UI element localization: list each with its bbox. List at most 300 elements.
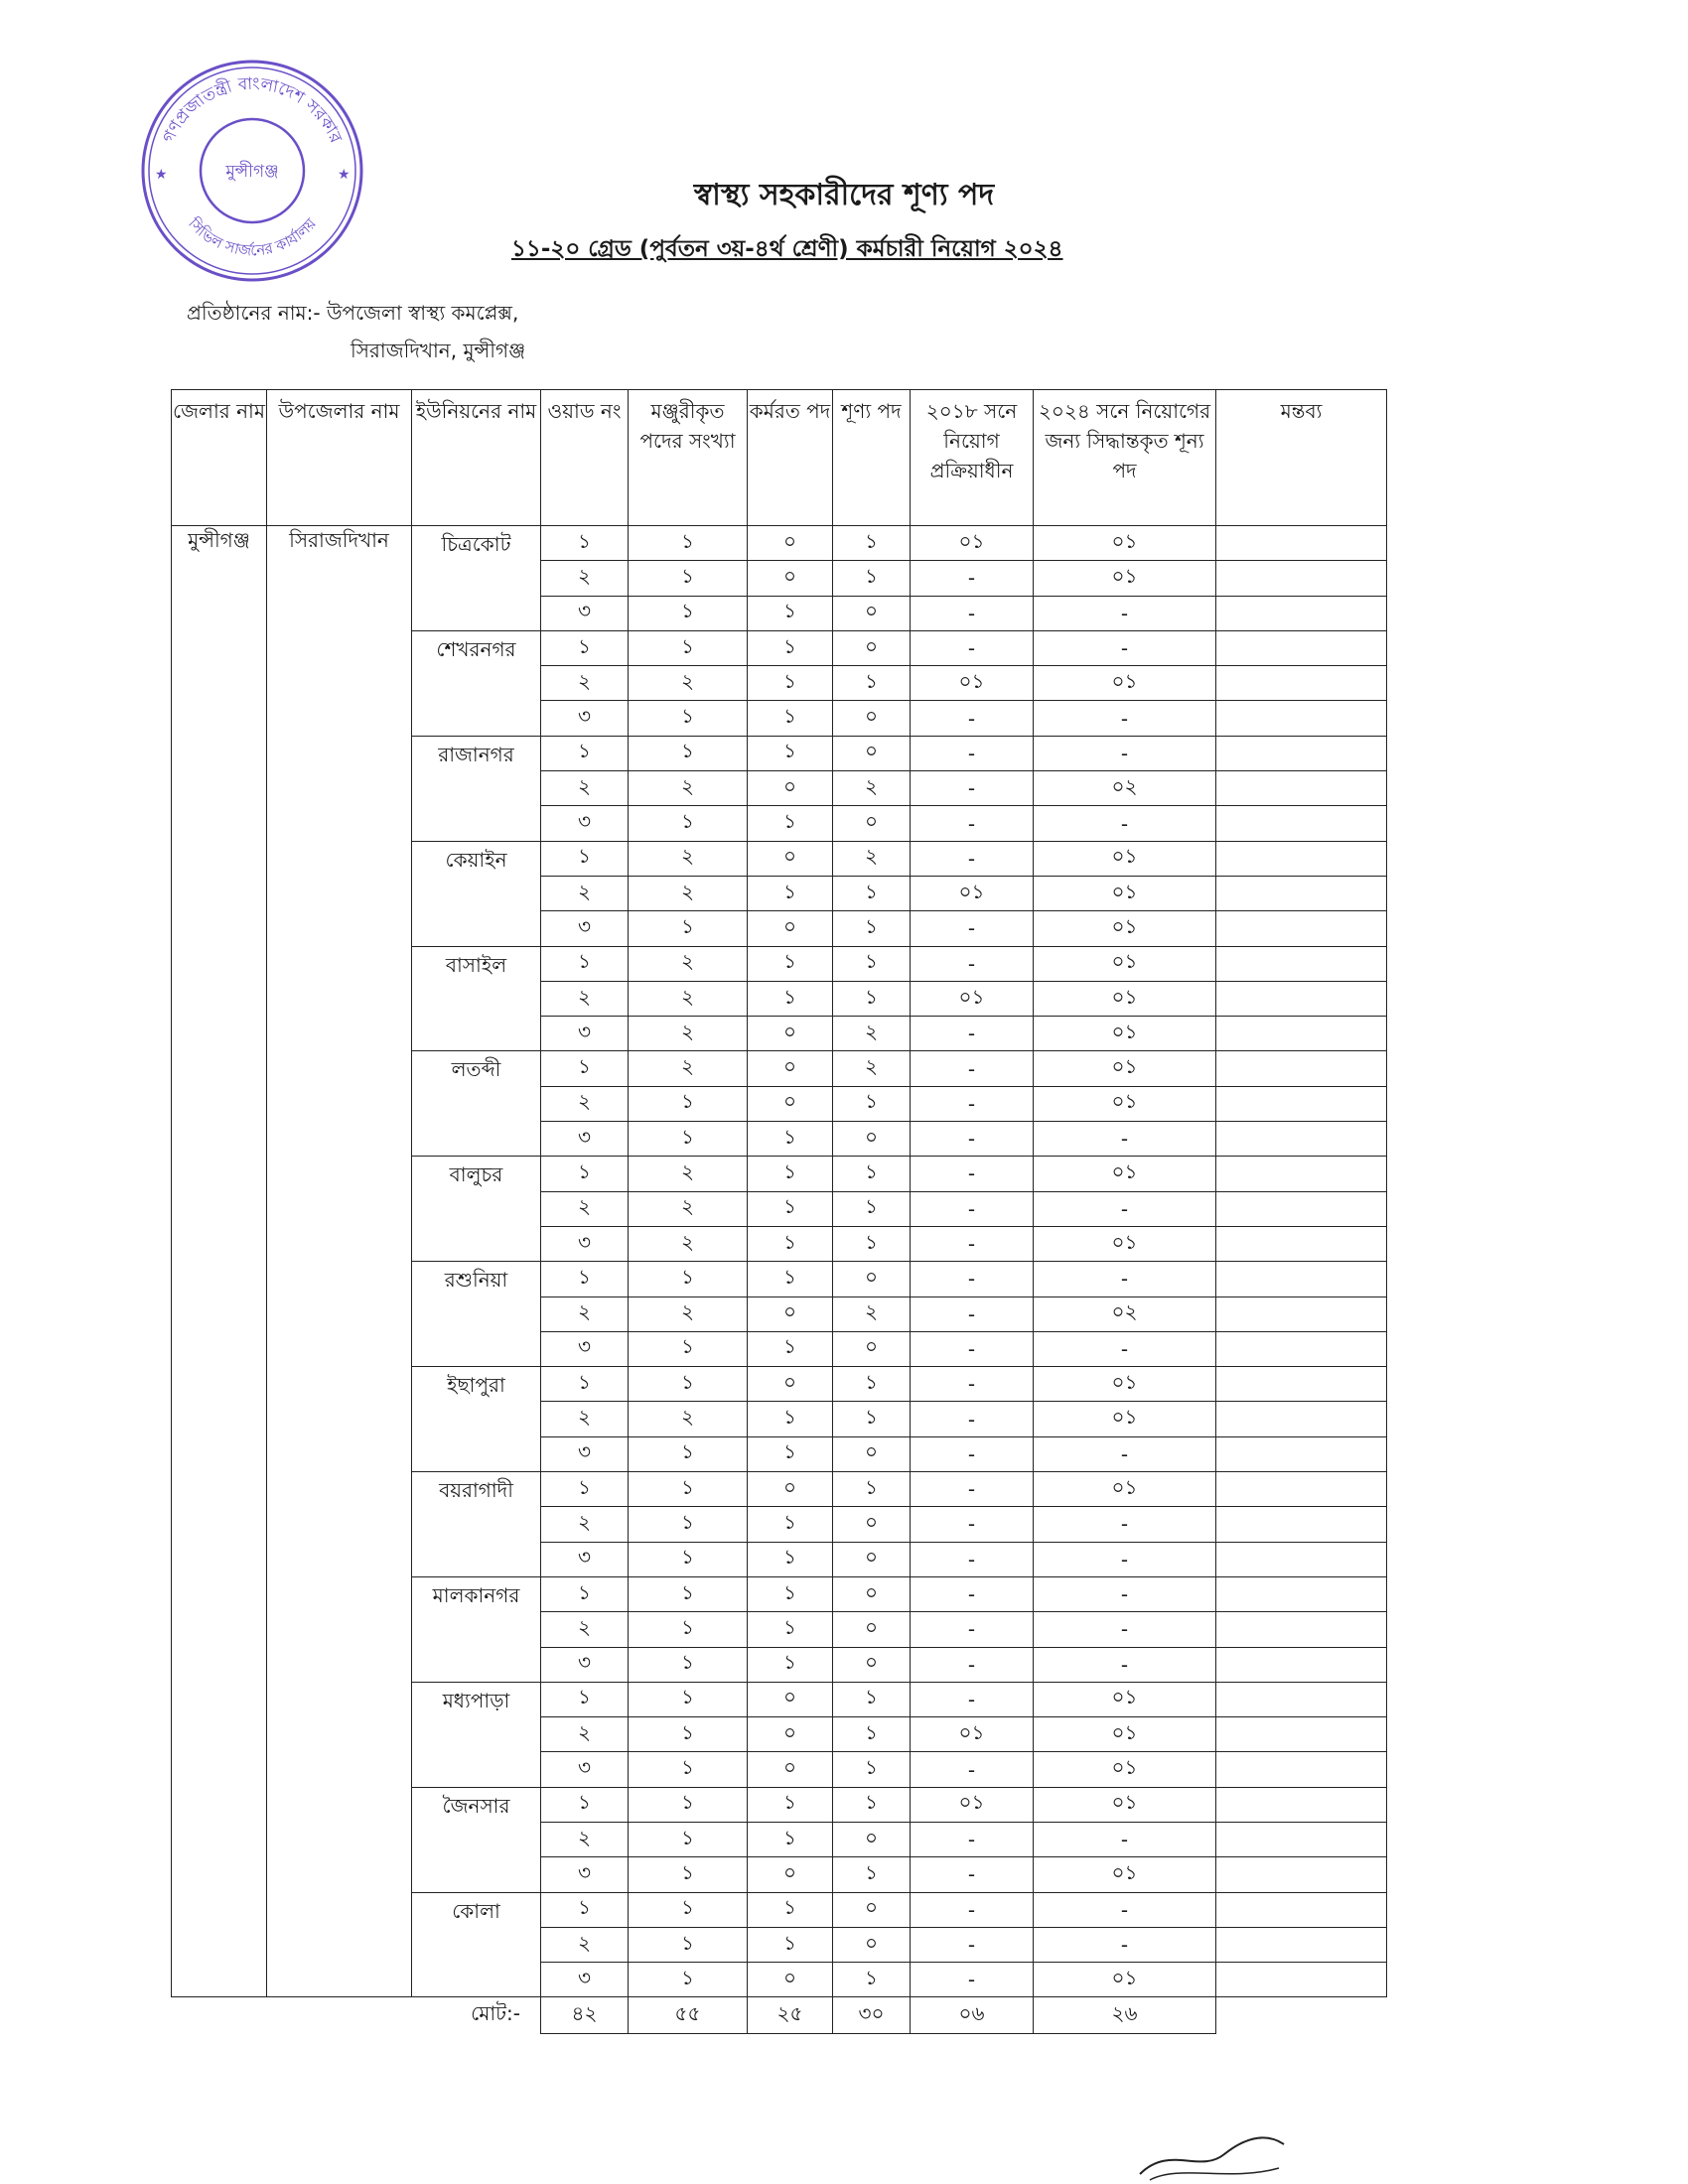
process-2018-cell: - — [911, 561, 1034, 596]
vacant-cell: ০ — [833, 1507, 911, 1542]
remarks-cell — [1216, 1297, 1387, 1331]
sanctioned-cell: ১ — [629, 1892, 748, 1927]
remarks-cell — [1216, 806, 1387, 841]
process-2018-cell: ০১ — [911, 981, 1034, 1016]
process-2018-cell: - — [911, 1822, 1034, 1856]
vacant-cell: ১ — [833, 1402, 911, 1436]
sanctioned-cell: ১ — [629, 1647, 748, 1682]
remarks-cell — [1216, 1436, 1387, 1471]
vacant-cell: ১ — [833, 1752, 911, 1787]
total-row — [172, 1997, 1387, 2034]
vacancy-table — [171, 389, 1387, 2034]
working-cell: ১ — [748, 1542, 833, 1576]
ward-cell: ২ — [541, 1507, 629, 1542]
remarks-cell — [1216, 1822, 1387, 1856]
process-2018-cell: - — [911, 1892, 1034, 1927]
working-cell: ০ — [748, 1086, 833, 1121]
total-label: মোট:- — [412, 1997, 541, 2034]
working-cell: ০ — [748, 1472, 833, 1507]
remarks-cell — [1216, 771, 1387, 806]
sanctioned-cell: ২ — [629, 981, 748, 1016]
remarks-cell — [1216, 1122, 1387, 1157]
total-vacant: ৩০ — [833, 1997, 911, 2034]
vacant-cell: ১ — [833, 666, 911, 701]
sanctioned-cell: ২ — [629, 841, 748, 876]
process-2018-cell: - — [911, 736, 1034, 770]
sanctioned-cell: ১ — [629, 1262, 748, 1297]
sanctioned-cell: ১ — [629, 1717, 748, 1752]
remarks-cell — [1216, 1017, 1387, 1051]
vacant-cell: ০ — [833, 1927, 911, 1962]
total-working: ২৫ — [748, 1997, 833, 2034]
vacant-cell: ০ — [833, 1262, 911, 1297]
ward-cell: ৩ — [541, 1226, 629, 1261]
header-ward: ওয়াড নং — [541, 390, 629, 526]
ward-cell: ২ — [541, 1402, 629, 1436]
sanctioned-cell: ১ — [629, 1122, 748, 1157]
remarks-cell — [1216, 1576, 1387, 1611]
remarks-cell — [1216, 1857, 1387, 1892]
sanctioned-cell: ১ — [629, 1472, 748, 1507]
working-cell: ১ — [748, 1157, 833, 1191]
total-remarks-blank — [1216, 1997, 1387, 2034]
decided-2024-cell: ০১ — [1034, 1752, 1216, 1787]
total-sanctioned: ৫৫ — [629, 1997, 748, 2034]
process-2018-cell: ০১ — [911, 876, 1034, 910]
sanctioned-cell: ১ — [629, 1857, 748, 1892]
vacant-cell: ১ — [833, 1963, 911, 1997]
working-cell: ০ — [748, 1963, 833, 1997]
sanctioned-cell: ২ — [629, 946, 748, 981]
working-cell: ১ — [748, 1927, 833, 1962]
working-cell: ১ — [748, 1612, 833, 1647]
seal-star-left: ★ — [155, 167, 168, 183]
ward-cell: ১ — [541, 841, 629, 876]
vacant-cell: ০ — [833, 596, 911, 630]
upazila-cell: সিরাজদিখান — [267, 526, 412, 1997]
remarks-cell — [1216, 736, 1387, 770]
sanctioned-cell: ১ — [629, 630, 748, 665]
vacant-cell: ১ — [833, 1367, 911, 1402]
process-2018-cell: - — [911, 1086, 1034, 1121]
process-2018-cell: - — [911, 1436, 1034, 1471]
decided-2024-cell: ০২ — [1034, 1297, 1216, 1331]
process-2018-cell: - — [911, 1472, 1034, 1507]
remarks-cell — [1216, 1612, 1387, 1647]
remarks-cell — [1216, 1927, 1387, 1962]
process-2018-cell: ০১ — [911, 1787, 1034, 1822]
ward-cell: ৩ — [541, 806, 629, 841]
signature-mark — [1130, 2124, 1289, 2184]
sanctioned-cell: ২ — [629, 1191, 748, 1226]
sanctioned-cell: ১ — [629, 1507, 748, 1542]
sanctioned-cell: ১ — [629, 1822, 748, 1856]
process-2018-cell: - — [911, 1402, 1034, 1436]
decided-2024-cell: ০১ — [1034, 1472, 1216, 1507]
process-2018-cell: - — [911, 596, 1034, 630]
remarks-cell — [1216, 1752, 1387, 1787]
ward-cell: ৩ — [541, 1122, 629, 1157]
union-name-cell: মধ্যপাড়া — [412, 1682, 541, 1787]
sanctioned-cell: ২ — [629, 1051, 748, 1086]
remarks-cell — [1216, 1262, 1387, 1297]
total-blank — [172, 1997, 412, 2034]
process-2018-cell: ০১ — [911, 666, 1034, 701]
sanctioned-cell: ২ — [629, 1017, 748, 1051]
page-title: স্বাস্থ্য সহকারীদের শূণ্য পদ — [693, 178, 995, 212]
process-2018-cell: - — [911, 1542, 1034, 1576]
remarks-cell — [1216, 1191, 1387, 1226]
vacant-cell: ১ — [833, 981, 911, 1016]
sanctioned-cell: ১ — [629, 561, 748, 596]
sanctioned-cell: ১ — [629, 1367, 748, 1402]
remarks-cell — [1216, 701, 1387, 736]
process-2018-cell: - — [911, 1682, 1034, 1716]
ward-cell: ৩ — [541, 1963, 629, 1997]
decided-2024-cell: - — [1034, 701, 1216, 736]
decided-2024-cell: - — [1034, 1507, 1216, 1542]
process-2018-cell: - — [911, 1857, 1034, 1892]
vacant-cell: ১ — [833, 526, 911, 561]
sanctioned-cell: ১ — [629, 911, 748, 946]
process-2018-cell: - — [911, 1367, 1034, 1402]
ward-cell: ২ — [541, 771, 629, 806]
vacant-cell: ২ — [833, 771, 911, 806]
working-cell: ১ — [748, 1787, 833, 1822]
decided-2024-cell: - — [1034, 1892, 1216, 1927]
vacant-cell: ২ — [833, 1297, 911, 1331]
ward-cell: ২ — [541, 1822, 629, 1856]
working-cell: ১ — [748, 630, 833, 665]
vacant-cell: ১ — [833, 876, 911, 910]
decided-2024-cell: - — [1034, 630, 1216, 665]
working-cell: ০ — [748, 911, 833, 946]
ward-cell: ১ — [541, 1367, 629, 1402]
sanctioned-cell: ১ — [629, 1086, 748, 1121]
union-name-cell: রাজানগর — [412, 736, 541, 841]
ward-cell: ১ — [541, 946, 629, 981]
ward-cell: ৩ — [541, 1331, 629, 1366]
vacant-cell: ২ — [833, 1017, 911, 1051]
working-cell: ০ — [748, 1682, 833, 1716]
sanctioned-cell: ১ — [629, 736, 748, 770]
vacant-cell: ০ — [833, 736, 911, 770]
working-cell: ১ — [748, 701, 833, 736]
header-district: জেলার নাম — [172, 390, 267, 526]
union-name-cell: বয়রাগাদী — [412, 1472, 541, 1577]
sanctioned-cell: ২ — [629, 1157, 748, 1191]
ward-cell: ৩ — [541, 596, 629, 630]
process-2018-cell: - — [911, 841, 1034, 876]
union-name-cell: রশুনিয়া — [412, 1262, 541, 1367]
vacant-cell: ০ — [833, 806, 911, 841]
remarks-cell — [1216, 1472, 1387, 1507]
ward-cell: ২ — [541, 1191, 629, 1226]
vacant-cell: ১ — [833, 911, 911, 946]
decided-2024-cell: ০১ — [1034, 876, 1216, 910]
ward-cell: ১ — [541, 1892, 629, 1927]
header-process-2018: ২০১৮ সনে নিয়োগ প্রক্রিয়াধীন — [911, 390, 1034, 526]
remarks-cell — [1216, 1402, 1387, 1436]
decided-2024-cell: ০১ — [1034, 1226, 1216, 1261]
decided-2024-cell: ০১ — [1034, 841, 1216, 876]
working-cell: ১ — [748, 1402, 833, 1436]
remarks-cell — [1216, 1507, 1387, 1542]
ward-cell: ৩ — [541, 1857, 629, 1892]
remarks-cell — [1216, 1787, 1387, 1822]
decided-2024-cell: - — [1034, 1331, 1216, 1366]
process-2018-cell: - — [911, 1017, 1034, 1051]
working-cell: ১ — [748, 876, 833, 910]
remarks-cell — [1216, 1963, 1387, 1997]
working-cell: ০ — [748, 1017, 833, 1051]
ward-cell: ২ — [541, 1612, 629, 1647]
decided-2024-cell: ০১ — [1034, 981, 1216, 1016]
working-cell: ১ — [748, 736, 833, 770]
ward-cell: ৩ — [541, 1542, 629, 1576]
working-cell: ১ — [748, 666, 833, 701]
working-cell: ১ — [748, 946, 833, 981]
remarks-cell — [1216, 561, 1387, 596]
vacant-cell: ১ — [833, 561, 911, 596]
decided-2024-cell: ০১ — [1034, 1717, 1216, 1752]
remarks-cell — [1216, 1051, 1387, 1086]
remarks-cell — [1216, 1226, 1387, 1261]
vacant-cell: ২ — [833, 1051, 911, 1086]
sanctioned-cell: ১ — [629, 526, 748, 561]
sanctioned-cell: ২ — [629, 771, 748, 806]
working-cell: ১ — [748, 1122, 833, 1157]
working-cell: ০ — [748, 771, 833, 806]
working-cell: ১ — [748, 806, 833, 841]
working-cell: ০ — [748, 1297, 833, 1331]
working-cell: ১ — [748, 1226, 833, 1261]
decided-2024-cell: ০১ — [1034, 1017, 1216, 1051]
working-cell: ১ — [748, 1191, 833, 1226]
process-2018-cell: - — [911, 1612, 1034, 1647]
vacant-cell: ০ — [833, 1122, 911, 1157]
header-union: ইউনিয়নের নাম — [412, 390, 541, 526]
ward-cell: ২ — [541, 666, 629, 701]
ward-cell: ১ — [541, 1262, 629, 1297]
vacant-cell: ১ — [833, 1226, 911, 1261]
header-vacant: শূণ্য পদ — [833, 390, 911, 526]
sanctioned-cell: ২ — [629, 876, 748, 910]
process-2018-cell: - — [911, 1262, 1034, 1297]
vacant-cell: ১ — [833, 1682, 911, 1716]
remarks-cell — [1216, 1331, 1387, 1366]
ward-cell: ৩ — [541, 1752, 629, 1787]
sanctioned-cell: ২ — [629, 666, 748, 701]
union-name-cell: কোলা — [412, 1892, 541, 1997]
working-cell: ১ — [748, 1507, 833, 1542]
working-cell: ১ — [748, 1262, 833, 1297]
decided-2024-cell: - — [1034, 1436, 1216, 1471]
total-decided-2024: ২৬ — [1034, 1997, 1216, 2034]
process-2018-cell: - — [911, 1051, 1034, 1086]
sanctioned-cell: ১ — [629, 1963, 748, 1997]
process-2018-cell: ০১ — [911, 526, 1034, 561]
remarks-cell — [1216, 1717, 1387, 1752]
table-row — [172, 526, 1387, 561]
remarks-cell — [1216, 1086, 1387, 1121]
vacant-cell: ১ — [833, 1787, 911, 1822]
sanctioned-cell: ২ — [629, 1297, 748, 1331]
working-cell: ০ — [748, 1051, 833, 1086]
sanctioned-cell: ১ — [629, 596, 748, 630]
working-cell: ১ — [748, 1647, 833, 1682]
process-2018-cell: - — [911, 630, 1034, 665]
decided-2024-cell: - — [1034, 1542, 1216, 1576]
decided-2024-cell: - — [1034, 1191, 1216, 1226]
process-2018-cell: - — [911, 1576, 1034, 1611]
vacant-cell: ১ — [833, 1857, 911, 1892]
process-2018-cell: - — [911, 1331, 1034, 1366]
union-name-cell: বালুচর — [412, 1157, 541, 1262]
union-name-cell: চিত্রকোট — [412, 526, 541, 631]
institution-line-1: প্রতিষ্ঠানের নাম:- উপজেলা স্বাস্থ্য কমপ্লেক্স, — [187, 301, 519, 325]
vacant-cell: ০ — [833, 1822, 911, 1856]
remarks-cell — [1216, 981, 1387, 1016]
process-2018-cell: - — [911, 1752, 1034, 1787]
ward-cell: ১ — [541, 736, 629, 770]
remarks-cell — [1216, 1157, 1387, 1191]
working-cell: ১ — [748, 596, 833, 630]
vacant-cell: ০ — [833, 1331, 911, 1366]
process-2018-cell: - — [911, 1927, 1034, 1962]
sanctioned-cell: ১ — [629, 1576, 748, 1611]
working-cell: ১ — [748, 1892, 833, 1927]
institution-name — [187, 294, 525, 369]
vacant-cell: ২ — [833, 841, 911, 876]
sanctioned-cell: ১ — [629, 1542, 748, 1576]
union-name-cell: বাসাইল — [412, 946, 541, 1051]
vacant-cell: ০ — [833, 1436, 911, 1471]
decided-2024-cell: ০১ — [1034, 561, 1216, 596]
remarks-cell — [1216, 876, 1387, 910]
decided-2024-cell: - — [1034, 596, 1216, 630]
ward-cell: ১ — [541, 1051, 629, 1086]
vacant-cell: ১ — [833, 1191, 911, 1226]
header-decided-2024: ২০২৪ সনে নিয়োগের জন্য সিদ্ধান্তকৃত শূন্য পদ — [1034, 390, 1216, 526]
ward-cell: ১ — [541, 526, 629, 561]
remarks-cell — [1216, 911, 1387, 946]
union-name-cell: ইছাপুরা — [412, 1367, 541, 1472]
vacant-cell: ০ — [833, 630, 911, 665]
district-cell: মুন্সীগঞ্জ — [172, 526, 267, 1997]
sanctioned-cell: ১ — [629, 806, 748, 841]
remarks-cell — [1216, 1892, 1387, 1927]
process-2018-cell: ০১ — [911, 1717, 1034, 1752]
ward-cell: ৩ — [541, 1017, 629, 1051]
remarks-cell — [1216, 1542, 1387, 1576]
decided-2024-cell: - — [1034, 1612, 1216, 1647]
seal-bottom-text: সিভিল সার্জনের কার্যালয় — [185, 214, 320, 260]
sanctioned-cell: ১ — [629, 1612, 748, 1647]
seal-inner-text: মুন্সীগঞ্জ — [225, 162, 279, 182]
decided-2024-cell: - — [1034, 1822, 1216, 1856]
working-cell: ০ — [748, 1857, 833, 1892]
decided-2024-cell: - — [1034, 1647, 1216, 1682]
working-cell: ১ — [748, 981, 833, 1016]
sanctioned-cell: ১ — [629, 1927, 748, 1962]
sanctioned-cell: ২ — [629, 1402, 748, 1436]
vacant-cell: ০ — [833, 701, 911, 736]
ward-cell: ২ — [541, 561, 629, 596]
decided-2024-cell: ০১ — [1034, 1051, 1216, 1086]
decided-2024-cell: ০১ — [1034, 1367, 1216, 1402]
remarks-cell — [1216, 841, 1387, 876]
remarks-cell — [1216, 630, 1387, 665]
decided-2024-cell: ০১ — [1034, 666, 1216, 701]
decided-2024-cell: - — [1034, 1927, 1216, 1962]
vacant-cell: ১ — [833, 1472, 911, 1507]
decided-2024-cell: - — [1034, 1576, 1216, 1611]
header-working: কর্মরত পদ — [748, 390, 833, 526]
remarks-cell — [1216, 526, 1387, 561]
process-2018-cell: - — [911, 1297, 1034, 1331]
ward-cell: ১ — [541, 1157, 629, 1191]
process-2018-cell: - — [911, 1507, 1034, 1542]
vacant-cell: ০ — [833, 1576, 911, 1611]
sanctioned-cell: ১ — [629, 1682, 748, 1716]
decided-2024-cell: ০১ — [1034, 1402, 1216, 1436]
ward-cell: ২ — [541, 1297, 629, 1331]
vacant-cell: ০ — [833, 1612, 911, 1647]
table-body — [172, 526, 1387, 2034]
seal-star-right: ★ — [338, 167, 351, 183]
process-2018-cell: - — [911, 946, 1034, 981]
ward-cell: ২ — [541, 981, 629, 1016]
vacant-cell: ১ — [833, 1086, 911, 1121]
decided-2024-cell: - — [1034, 1122, 1216, 1157]
vacant-cell: ১ — [833, 946, 911, 981]
page-subtitle: ১১-২০ গ্রেড (পুর্বতন ৩য়-৪র্থ শ্রেণী) কর্মচারী নিয়োগ ২০২৪ — [511, 236, 1063, 262]
vacant-cell: ১ — [833, 1717, 911, 1752]
sanctioned-cell: ১ — [629, 1331, 748, 1366]
total-process-2018: ০৬ — [911, 1997, 1034, 2034]
process-2018-cell: - — [911, 771, 1034, 806]
working-cell: ০ — [748, 841, 833, 876]
working-cell: ০ — [748, 1367, 833, 1402]
union-name-cell: কেয়াইন — [412, 841, 541, 946]
decided-2024-cell: ০১ — [1034, 1086, 1216, 1121]
seal-outer-text: গণপ্রজাতন্ত্রী বাংলাদেশ সরকার — [158, 73, 347, 147]
ward-cell: ১ — [541, 1787, 629, 1822]
decided-2024-cell: ০১ — [1034, 1682, 1216, 1716]
vacant-cell: ০ — [833, 1542, 911, 1576]
sanctioned-cell: ১ — [629, 1436, 748, 1471]
header-sanctioned: মঞ্জুরীকৃত পদের সংখ্যা — [629, 390, 748, 526]
ward-cell: ২ — [541, 876, 629, 910]
process-2018-cell: - — [911, 911, 1034, 946]
ward-cell: ৩ — [541, 1436, 629, 1471]
ward-cell: ৩ — [541, 1647, 629, 1682]
decided-2024-cell: - — [1034, 1262, 1216, 1297]
process-2018-cell: - — [911, 1647, 1034, 1682]
sanctioned-cell: ২ — [629, 1226, 748, 1261]
header-remarks: মন্তব্য — [1216, 390, 1387, 526]
process-2018-cell: - — [911, 1157, 1034, 1191]
institution-line-2: সিরাজদিখান, মুন্সীগঞ্জ — [351, 339, 526, 362]
decided-2024-cell: ০১ — [1034, 1157, 1216, 1191]
ward-cell: ২ — [541, 1927, 629, 1962]
ward-cell: ১ — [541, 1472, 629, 1507]
ward-cell: ২ — [541, 1717, 629, 1752]
union-name-cell: লতব্দী — [412, 1051, 541, 1157]
decided-2024-cell: ০১ — [1034, 1787, 1216, 1822]
decided-2024-cell: ০২ — [1034, 771, 1216, 806]
